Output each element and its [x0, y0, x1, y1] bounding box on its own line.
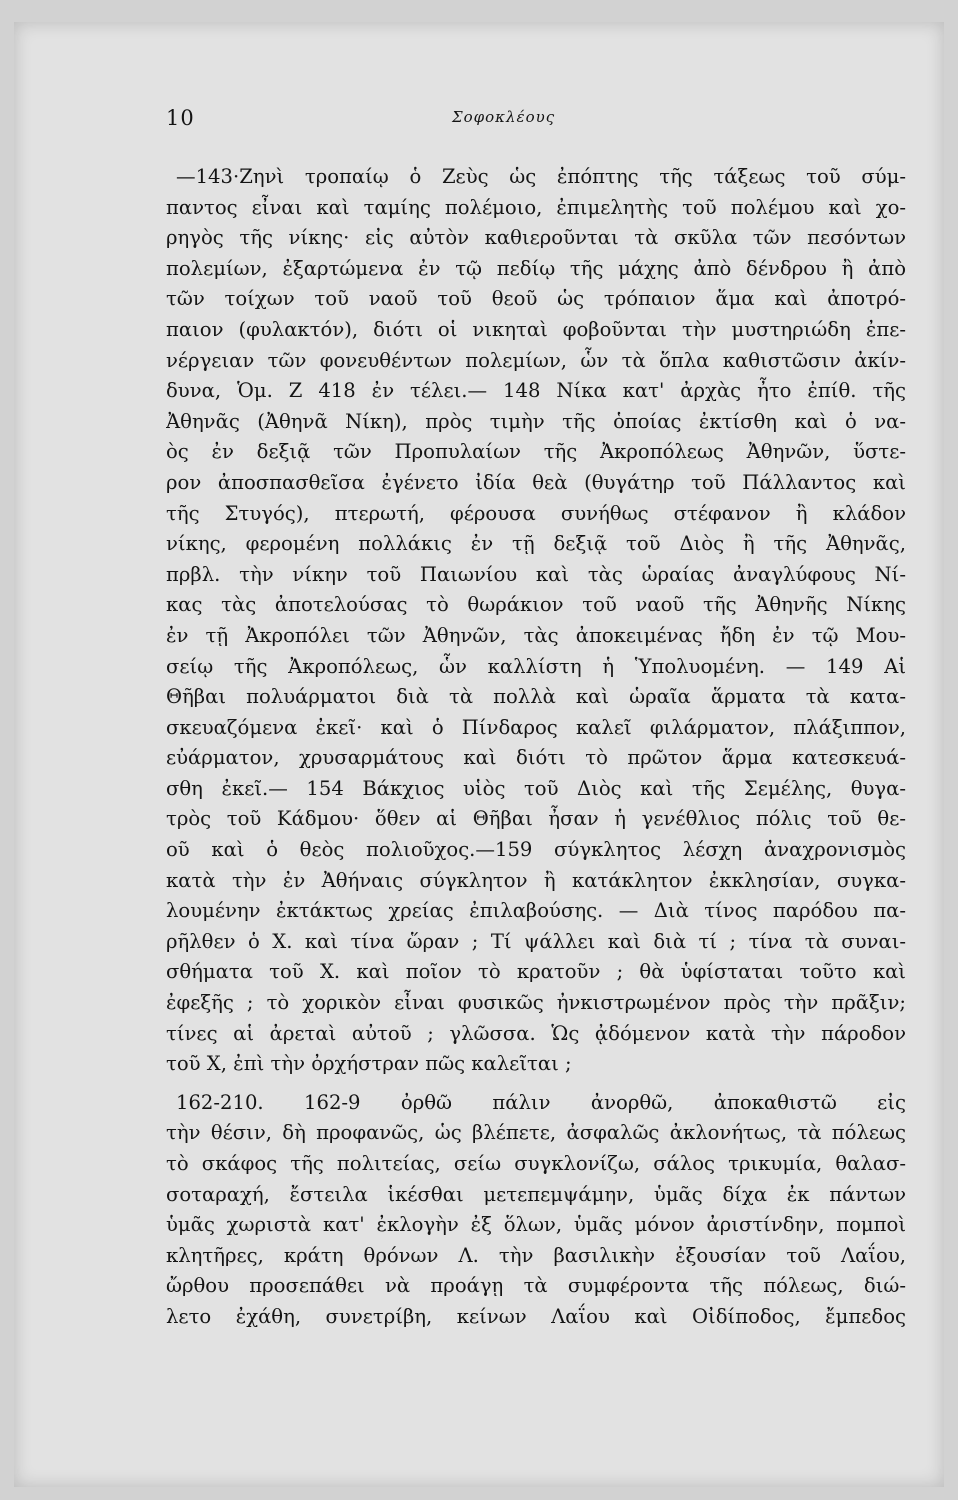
text-line: ὸς ἐν δεξιᾷ τῶν Προπυλαίων τῆς Ἀκροπόλεως Ἀθηνῶν, ὕστε- — [166, 440, 906, 464]
text-line: κατὰ τὴν ἐν Ἀθήναις σύγκλητον ἢ κατάκλητον ἐκκλησίαν, συγκα- — [166, 868, 906, 892]
text-line: ὑμᾶς χωριστὰ κατ' ἐκλογὴν ἐξ ὅλων, ὑμᾶς μόνον ἀριστίνδην, πομποὶ — [166, 1213, 906, 1237]
text-line: τοῦ Χ, ἐπὶ τὴν ὀρχήστραν πῶς καλεῖται ; — [166, 1052, 572, 1076]
text-line: κας τὰς ἀποτελούσας τὸ θωράκιον τοῦ ναοῦ τῆς Ἀθηνῆς Νίκης — [166, 593, 906, 617]
text-line: ρῆλθεν ὁ Χ. καὶ τίνα ὥραν ; Τί ψάλλει καὶ διὰ τί ; τίνα τὰ συναι- — [166, 929, 906, 953]
text-line: —143·Ζηνὶ τροπαίῳ ὁ Ζεὺς ὡς ἐπόπτης τῆς τάξεως τοῦ σύμ- — [176, 165, 906, 188]
text-line: παντος εἶναι καὶ ταμίης πολέμοιο, ἐπιμελητὴς τοῦ πολέμου καὶ χο- — [166, 195, 906, 219]
text-line: ρηγὸς τῆς νίκης· εἰς αὐτὸν καθιεροῦνται τὰ σκῦλα τῶν πεσόντων — [166, 226, 906, 250]
text-line: λουμένην ἐκτάκτως χρείας ἐπιλαβούσης. — Διὰ τίνος παρόδου πα- — [166, 899, 906, 923]
body-text — [166, 162, 906, 1333]
text-line: νίκης, φερομένη πολλάκις ἐν τῇ δεξιᾷ τοῦ Διὸς ἢ τῆς Ἀθηνᾶς, — [166, 532, 906, 556]
text-line: πρβλ. τὴν νίκην τοῦ Παιωνίου καὶ τὰς ὡραίας ἀναγλύφους Νί- — [166, 562, 906, 586]
text-line: ὤρθου προσεπάθει νὰ προάγῃ τὰ συμφέροντα τῆς πόλεως, διώ- — [166, 1274, 906, 1298]
section-heading-line: 162-210. 162-9 ὀρθῶ πάλιν ἀνορθῶ, ἀποκαθιστῶ εἰς — [176, 1090, 906, 1114]
text-line: τὸ σκάφος τῆς πολιτείας, σείω συγκλονίζω, σάλος τρικυμία, θαλασ- — [166, 1152, 906, 1175]
text-line: ἐφεξῆς ; τὸ χορικὸν εἶναι φυσικῶς ἠνκιστρωμένον πρὸς τὴν πρᾶξιν; — [166, 991, 906, 1015]
text-line: παιον (φυλακτόν), διότι οἱ νικηταὶ φοβοῦνται τὴν μυστηριώδη ἐπε- — [166, 317, 906, 341]
text-line: ρον ἀποσπασθεῖσα ἐγένετο ἰδία θεὰ (θυγάτηρ τοῦ Πάλλαντος καὶ — [166, 470, 906, 494]
text-line: σείῳ τῆς Ἀκροπόλεως, ὧν καλλίστη ἡ Ὑπολυομένη. — 149 Αἱ — [166, 654, 906, 678]
page-number: 10 — [166, 106, 195, 130]
text-line: τίνες αἱ ἀρεταὶ αὐτοῦ ; γλῶσσα. Ὡς ᾀδόμενον κατὰ τὴν πάροδον — [166, 1021, 906, 1045]
text-line: τὴν θέσιν, δὴ προφανῶς, ὡς βλέπετε, ἀσφαλῶς ἀκλονήτως, τὰ πόλεως — [166, 1121, 906, 1145]
text-line: σοταραχή, ἔστειλα ἱκέσθαι μετεπεμψάμην, ὑμᾶς δίχα ἐκ πάντων — [166, 1182, 906, 1206]
text-line: σθη ἐκεῖ.— 154 Βάκχιος υἱὸς τοῦ Διὸς καὶ τῆς Σεμέλης, θυγα- — [166, 776, 906, 800]
text-line: νέργειαν τῶν φονευθέντων πολεμίων, ὧν τὰ ὅπλα καθιστῶσιν ἀκίν- — [166, 348, 906, 372]
running-title: Σοφοκλέους — [452, 108, 556, 126]
text-line: Ἀθηνᾶς (Ἀθηνᾶ Νίκη), πρὸς τιμὴν τῆς ὁποίας ἐκτίσθη καὶ ὁ να- — [166, 409, 906, 433]
text-line: πολεμίων, ἐξαρτώμενα ἐν τῷ πεδίῳ τῆς μάχης ἀπὸ δένδρου ἢ ἀπὸ — [166, 256, 906, 280]
text-line: τῶν τοίχων τοῦ ναοῦ τοῦ θεοῦ ὡς τρόπαιον ἅμα καὶ ἀποτρό- — [166, 287, 906, 311]
page-header — [0, 106, 958, 136]
text-line: κλητῆρες, κράτη θρόνων Λ. τὴν βασιλικὴν ἐξουσίαν τοῦ Λαΐου, — [166, 1243, 906, 1267]
text-line: οῦ καὶ ὁ θεὸς πολιοῦχος.—159 σύγκλητος λέσχη ἀναχρονισμὸς — [166, 838, 906, 862]
text-line: σκευαζόμενα ἐκεῖ· καὶ ὁ Πίνδαρος καλεῖ φιλάρματον, πλάξιππον, — [166, 715, 906, 739]
text-line: λετο ἐχάθη, συνετρίβη, κείνων Λαΐου καὶ Οἰδίποδος, ἔμπεδος — [166, 1304, 906, 1328]
text-line: ἐν τῇ Ἀκροπόλει τῶν Ἀθηνῶν, τὰς ἀποκειμένας ἤδη ἐν τῷ Μου- — [166, 623, 906, 647]
text-line: Θῆβαι πολυάρματοι διὰ τὰ πολλὰ καὶ ὡραῖα ἅρματα τὰ κατα- — [166, 685, 906, 709]
text-line: τρὸς τοῦ Κάδμου· ὅθεν αἱ Θῆβαι ἦσαν ἡ γενέθλιος πόλις τοῦ θε- — [166, 807, 906, 831]
text-line: τῆς Στυγός), πτερωτή, φέρουσα συνήθως στέφανον ἢ κλάδον — [166, 501, 906, 525]
text-line: σθήματα τοῦ Χ. καὶ ποῖον τὸ κρατοῦν ; θὰ ὑφίσταται τοῦτο καὶ — [166, 960, 906, 984]
text-line: δυνα, Ὁμ. Ζ 418 ἐν τέλει.— 148 Νίκα κατ' ἀρχὰς ἦτο ἐπίθ. τῆς — [166, 379, 906, 403]
text-line: εὐάρματον, χρυσαρμάτους καὶ διότι τὸ πρῶτον ἅρμα κατεσκευά- — [166, 746, 906, 770]
